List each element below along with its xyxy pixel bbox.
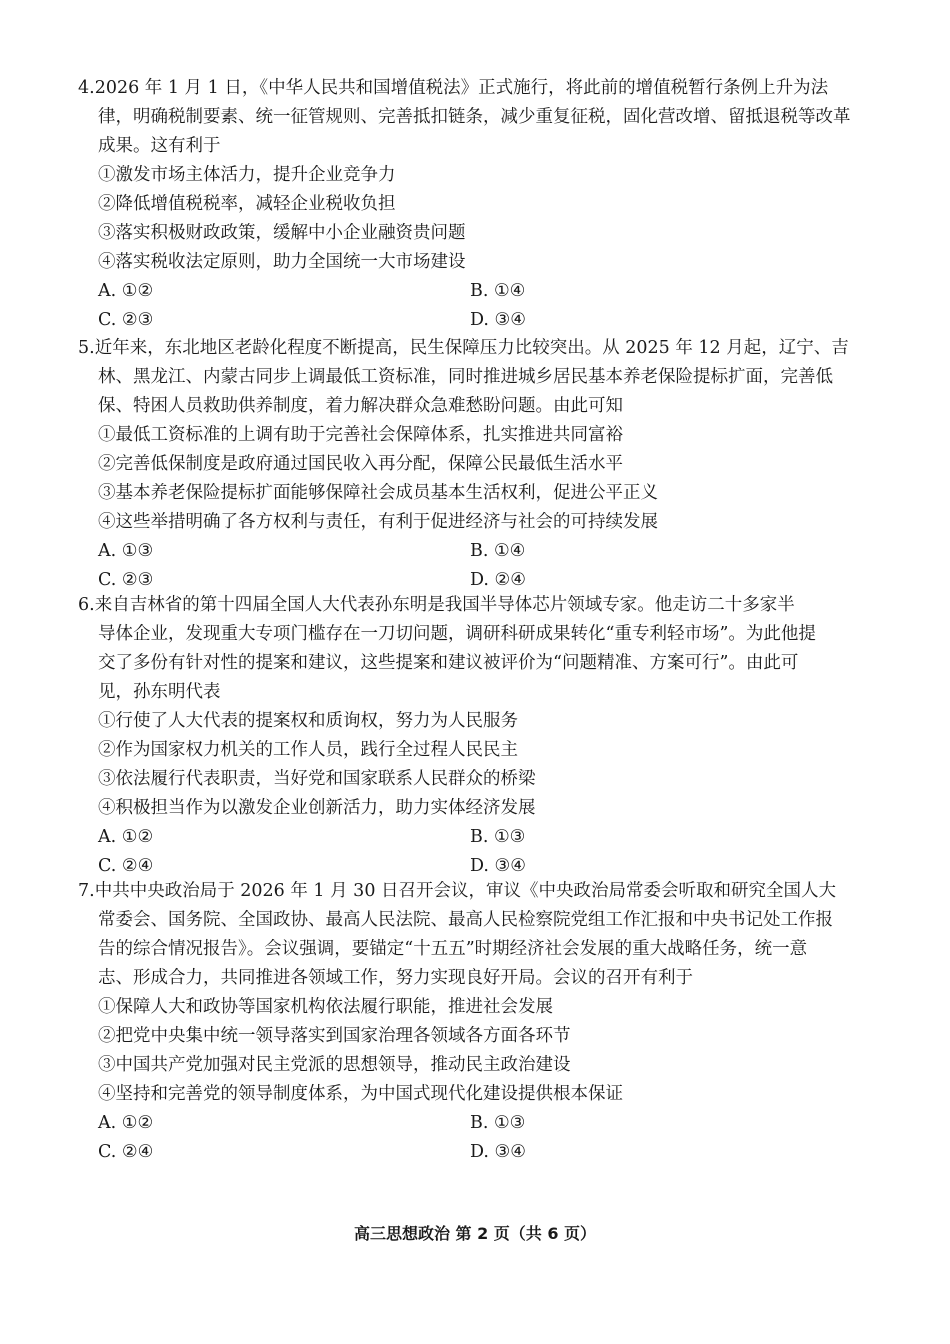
choice-d: D. ②④	[470, 570, 526, 590]
question-4	[78, 74, 890, 335]
choice-c: C. ②④	[98, 856, 154, 876]
statement-option: ④落实税收法定原则，助力全国统一大市场建设	[98, 252, 466, 272]
statement-option: ④积极担当作为以激发企业创新活力，助力实体经济发展	[98, 798, 536, 818]
stem-line: 常委会、国务院、全国政协、最高人民法院、最高人民检察院党组工作汇报和中央书记处工作报	[98, 910, 833, 930]
statement-option: ④坚持和完善党的领导制度体系，为中国式现代化建设提供根本保证	[98, 1084, 623, 1104]
choice-b: B. ①④	[470, 281, 526, 301]
stem-line: 律，明确税制要素、统一征管规则、完善抵扣链条，减少重复征税，固化营改增、留抵退税等改革	[98, 107, 851, 127]
statement-option: ①激发市场主体活力，提升企业竞争力	[98, 165, 396, 185]
question-6	[78, 591, 890, 881]
statement-option: ①保障人大和政协等国家机构依法履行职能，推进社会发展	[98, 997, 553, 1017]
statement-option: ③依法履行代表职责，当好党和国家联系人民群众的桥梁	[98, 769, 536, 789]
choice-b: B. ①③	[470, 827, 526, 847]
question-number: 6.	[78, 595, 95, 615]
choice-b: B. ①③	[470, 1113, 526, 1133]
question-number: 7.	[78, 881, 95, 901]
question-stem	[78, 74, 890, 161]
choice-c: C. ②③	[98, 570, 154, 590]
statement-option: ③中国共产党加强对民主党派的思想领导，推动民主政治建设	[98, 1055, 571, 1075]
question-number: 4.	[78, 78, 95, 98]
statement-option: ③基本养老保险提标扩面能够保障社会成员基本生活权利，促进公平正义	[98, 483, 658, 503]
stem-line: 6.来自吉林省的第十四届全国人大代表孙东明是我国半导体芯片领域专家。他走访二十多家半	[78, 595, 795, 615]
statement-option: ①行使了人大代表的提案权和质询权，努力为人民服务	[98, 711, 518, 731]
stem-line: 成果。这有利于	[98, 136, 221, 156]
statement-option: ①最低工资标准的上调有助于完善社会保障体系，扎实推进共同富裕	[98, 425, 623, 445]
question-7	[78, 877, 890, 1167]
answer-choices	[78, 537, 890, 595]
statement-option: ②把党中央集中统一领导落实到国家治理各领域各方面各环节	[98, 1026, 571, 1046]
choice-d: D. ③④	[470, 310, 526, 330]
choice-d: D. ③④	[470, 856, 526, 876]
choice-a: A. ①②	[98, 827, 154, 847]
stem-line: 4.2026 年 1 月 1 日，《中华人民共和国增值税法》正式施行，将此前的增值税暂行条例上升为法	[78, 78, 829, 98]
answer-choices	[78, 277, 890, 335]
question-number: 5.	[78, 338, 95, 358]
stem-line: 见，孙东明代表	[98, 682, 221, 702]
choice-a: A. ①②	[98, 1113, 154, 1133]
question-stem	[78, 877, 890, 993]
stem-line: 导体企业，发现重大专项门槛存在一刀切问题，调研科研成果转化“重专利轻市场”。为此他提	[98, 624, 816, 644]
choice-c: C. ②③	[98, 310, 154, 330]
choice-b: B. ①④	[470, 541, 526, 561]
statement-option: ②降低增值税税率，减轻企业税收负担	[98, 194, 396, 214]
stem-line: 交了多份有针对性的提案和建议，这些提案和建议被评价为“问题精准、方案可行”。由此可	[98, 653, 799, 673]
question-stem	[78, 334, 890, 421]
stem-line: 告的综合情况报告》。会议强调，要锚定“十五五”时期经济社会发展的重大战略任务，统一意	[98, 939, 808, 959]
statement-option: ②完善低保制度是政府通过国民收入再分配，保障公民最低生活水平	[98, 454, 623, 474]
statement-option: ④这些举措明确了各方权利与责任，有利于促进经济与社会的可持续发展	[98, 512, 658, 532]
answer-choices	[78, 823, 890, 881]
question-5	[78, 334, 890, 595]
answer-choices	[78, 1109, 890, 1167]
stem-line: 保、特困人员救助供养制度，着力解决群众急难愁盼问题。由此可知	[98, 396, 623, 416]
choice-c: C. ②④	[98, 1142, 154, 1162]
stem-line: 7.中共中央政治局于 2026 年 1 月 30 日召开会议，审议《中央政治局常委会听取和研究全国人大	[78, 881, 837, 901]
question-stem	[78, 591, 890, 707]
statement-option: ③落实积极财政政策，缓解中小企业融资贵问题	[98, 223, 466, 243]
choice-a: A. ①③	[98, 541, 154, 561]
choice-a: A. ①②	[98, 281, 154, 301]
page-footer: 高三思想政治 第 2 页（共 6 页）	[353, 1224, 597, 1243]
stem-line: 林、黑龙江、内蒙古同步上调最低工资标准，同时推进城乡居民基本养老保险提标扩面，完善低	[98, 367, 833, 387]
stem-line: 志、形成合力，共同推进各领域工作，努力实现良好开局。会议的召开有利于	[98, 968, 693, 988]
choice-d: D. ③④	[470, 1142, 526, 1162]
stem-line: 5.近年来，东北地区老龄化程度不断提高，民生保障压力比较突出。从 2025 年 12 月起，辽宁、吉	[78, 338, 849, 358]
statement-option: ②作为国家权力机关的工作人员，践行全过程人民民主	[98, 740, 518, 760]
